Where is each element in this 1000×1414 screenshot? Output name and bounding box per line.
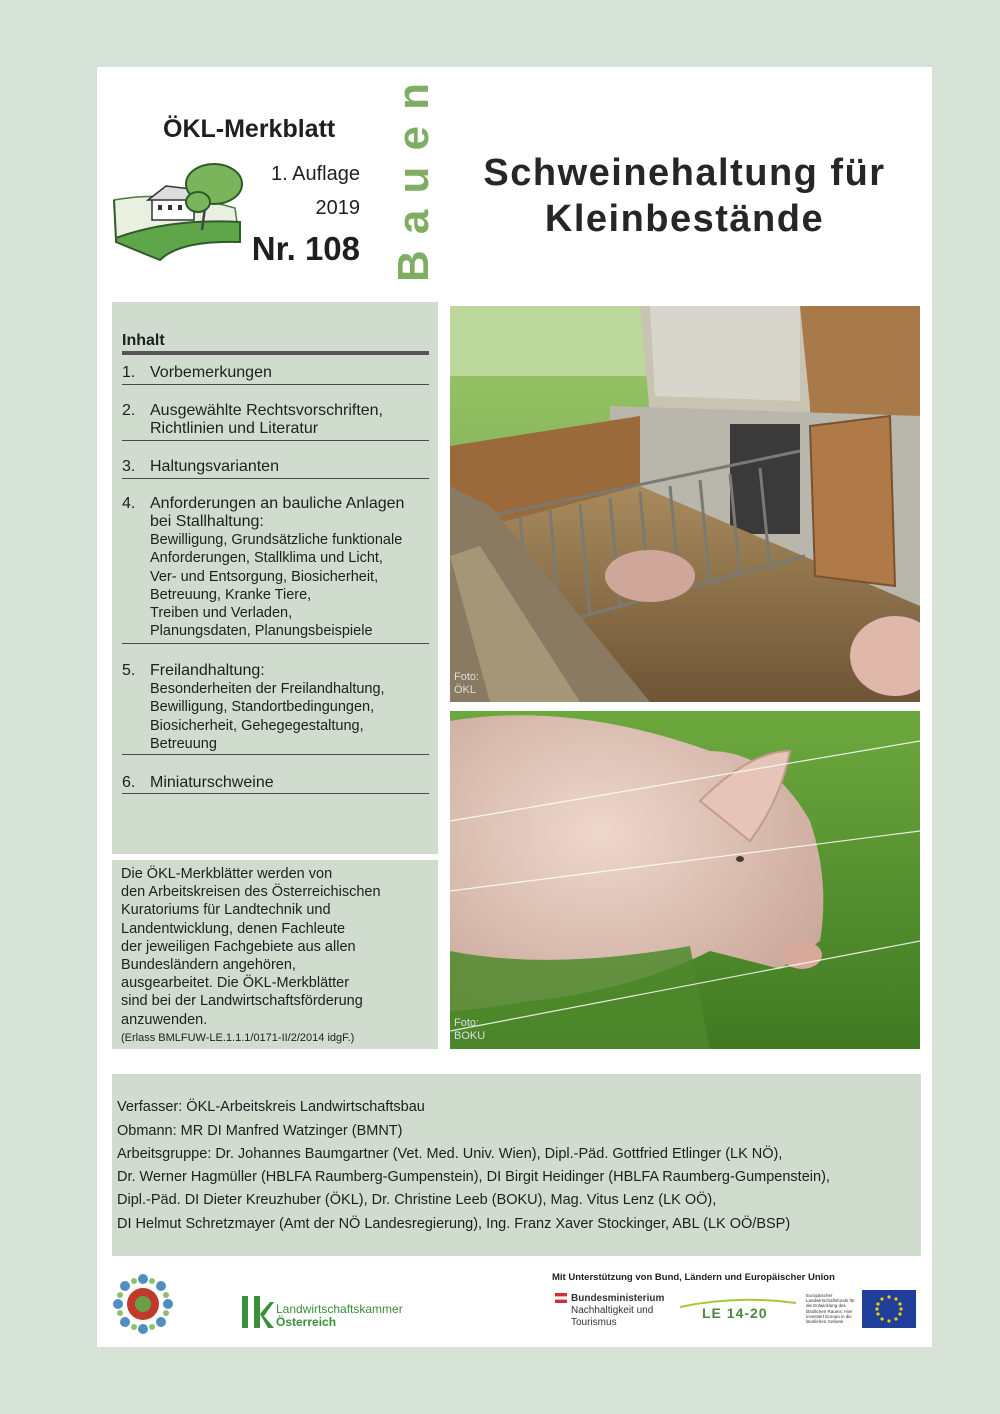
photo-credit-boku: Foto: BOKU bbox=[454, 1017, 486, 1042]
notice-box bbox=[112, 860, 438, 1049]
toc-item-label: Anforderungen an bauliche Anlagen bei Stallhaltung: bbox=[150, 495, 405, 530]
authors-box bbox=[112, 1074, 921, 1256]
toc-item-number: 2. bbox=[122, 402, 136, 419]
toc-item bbox=[122, 364, 429, 385]
eu-flag-icon bbox=[862, 1290, 916, 1328]
lk-name-line: Österreich bbox=[276, 1315, 337, 1329]
toc-item bbox=[122, 458, 429, 479]
ministry-name-line: Nachhaltigkeit und bbox=[571, 1305, 654, 1316]
ministry-name-line: Tourismus bbox=[571, 1317, 617, 1328]
toc-heading: Inhalt bbox=[122, 332, 165, 349]
lk-logo-icon bbox=[240, 1294, 274, 1330]
title-line-2: Kleinbestände bbox=[544, 198, 825, 240]
ministry-name-line: Bundesministerium bbox=[571, 1293, 665, 1304]
document-title bbox=[452, 150, 917, 242]
toc-item-number: 6. bbox=[122, 774, 136, 791]
toc-item-label: Haltungsvarianten bbox=[150, 458, 279, 475]
edition-label: 1. Auflage bbox=[271, 163, 360, 185]
svg-text:Bauen: Bauen bbox=[389, 77, 438, 282]
title-line-1: Schweinehaltung für bbox=[483, 152, 886, 194]
year-label: 2019 bbox=[315, 197, 360, 219]
photo-pig-grass bbox=[450, 711, 920, 1049]
authors-line: Verfasser: ÖKL-Arbeitskreis Landwirtschaftsbau bbox=[117, 1099, 425, 1115]
eu-fund-text: Europäischer Landwirtschaftsfonds für die Entwicklung des ländlichen Raums: Hier investiert Europa in die ländlichen Gebiete bbox=[806, 1293, 855, 1325]
authors-line: Obmann: MR DI Manfred Watzinger (BMNT) bbox=[117, 1123, 403, 1139]
category-label bbox=[380, 72, 440, 287]
farm-logo-icon bbox=[110, 160, 245, 262]
authors-line: Dipl.-Päd. DI Dieter Kreuzhuber (ÖKL), Dr. Christine Leeb (BOKU), Mag. Vitus Lenz (LK OÖ), bbox=[117, 1192, 717, 1208]
lk-name bbox=[276, 1303, 403, 1329]
table-of-contents bbox=[112, 302, 438, 854]
toc-item-details: Bewilligung, Grundsätzliche funktionale Anforderungen, Stallklima und Licht, Ver- und Entsorgung, Biosicherheit, Betreuung, Kranke Tiere, Treiben und Verladen, Planungsdaten, Planungsbeispiele bbox=[150, 532, 403, 640]
photo-pig-pen bbox=[450, 306, 920, 702]
leaflet-number: Nr. 108 bbox=[251, 230, 360, 267]
lk-name-line: Landwirtschaftskammer bbox=[276, 1302, 403, 1316]
toc-item bbox=[122, 495, 429, 644]
authors-line: Dr. Werner Hagmüller (HBLFA Raumberg-Gumpenstein), DI Birgit Heidinger (HBLFA Raumberg-Gumpenstein), bbox=[117, 1169, 830, 1185]
notice-text: Die ÖKL-Merkblätter werden von den Arbeitskreisen des Österreichischen Kuratoriums für Landtechnik und Landentwicklung, denen Fachleute der jeweiligen Fachgebiete aus allen Bundesländern angehören, ausgearbeitet. Die ÖKL-Merkblätter sind bei der Landwirtschaftsförderung anzuwenden. bbox=[121, 866, 381, 1028]
toc-item-label: Vorbemerkungen bbox=[150, 364, 272, 381]
toc-item-number: 5. bbox=[122, 662, 136, 679]
photo-credit-okl: Foto: ÖKL bbox=[454, 671, 480, 696]
series-name: ÖKL-Merkblatt bbox=[163, 115, 336, 143]
authors-line: DI Helmut Schretzmayer (Amt der NÖ Landesregierung), Ing. Franz Xaver Stockinger, ABL (LK OÖ/BSP) bbox=[117, 1216, 791, 1232]
toc-item-label: Miniaturschweine bbox=[150, 774, 274, 791]
toc-item-number: 1. bbox=[122, 364, 136, 381]
toc-item bbox=[122, 402, 429, 441]
toc-item-label: Freilandhaltung: bbox=[150, 662, 265, 679]
toc-item-number: 3. bbox=[122, 458, 136, 475]
toc-item bbox=[122, 774, 429, 794]
toc-item-details: Besonderheiten der Freilandhaltung, Bewilligung, Standortbedingungen, Biosicherheit, Gehegegestaltung, Betreuung bbox=[150, 681, 385, 752]
ministry-name bbox=[571, 1293, 664, 1329]
toc-item-number: 4. bbox=[122, 495, 136, 512]
authors-line: Arbeitsgruppe: Dr. Johannes Baumgartner (Vet. Med. Univ. Wien), Dipl.-Päd. Gottfried Etlinger (LK NÖ), bbox=[117, 1146, 783, 1162]
decree-reference: (Erlass BMLFUW-LE.1.1.1/0171-II/2/2014 idgF.) bbox=[121, 1032, 355, 1044]
toc-divider bbox=[122, 351, 429, 355]
le-program-label: LE 14-20 bbox=[702, 1305, 768, 1321]
okl-emblem-icon bbox=[112, 1273, 174, 1335]
support-line: Mit Unterstützung von Bund, Ländern und Europäischer Union bbox=[552, 1272, 835, 1283]
toc-item-label: Ausgewählte Rechtsvorschriften, Richtlinien und Literatur bbox=[150, 402, 383, 437]
toc-item bbox=[122, 662, 429, 755]
austria-flag-icon bbox=[555, 1293, 567, 1303]
